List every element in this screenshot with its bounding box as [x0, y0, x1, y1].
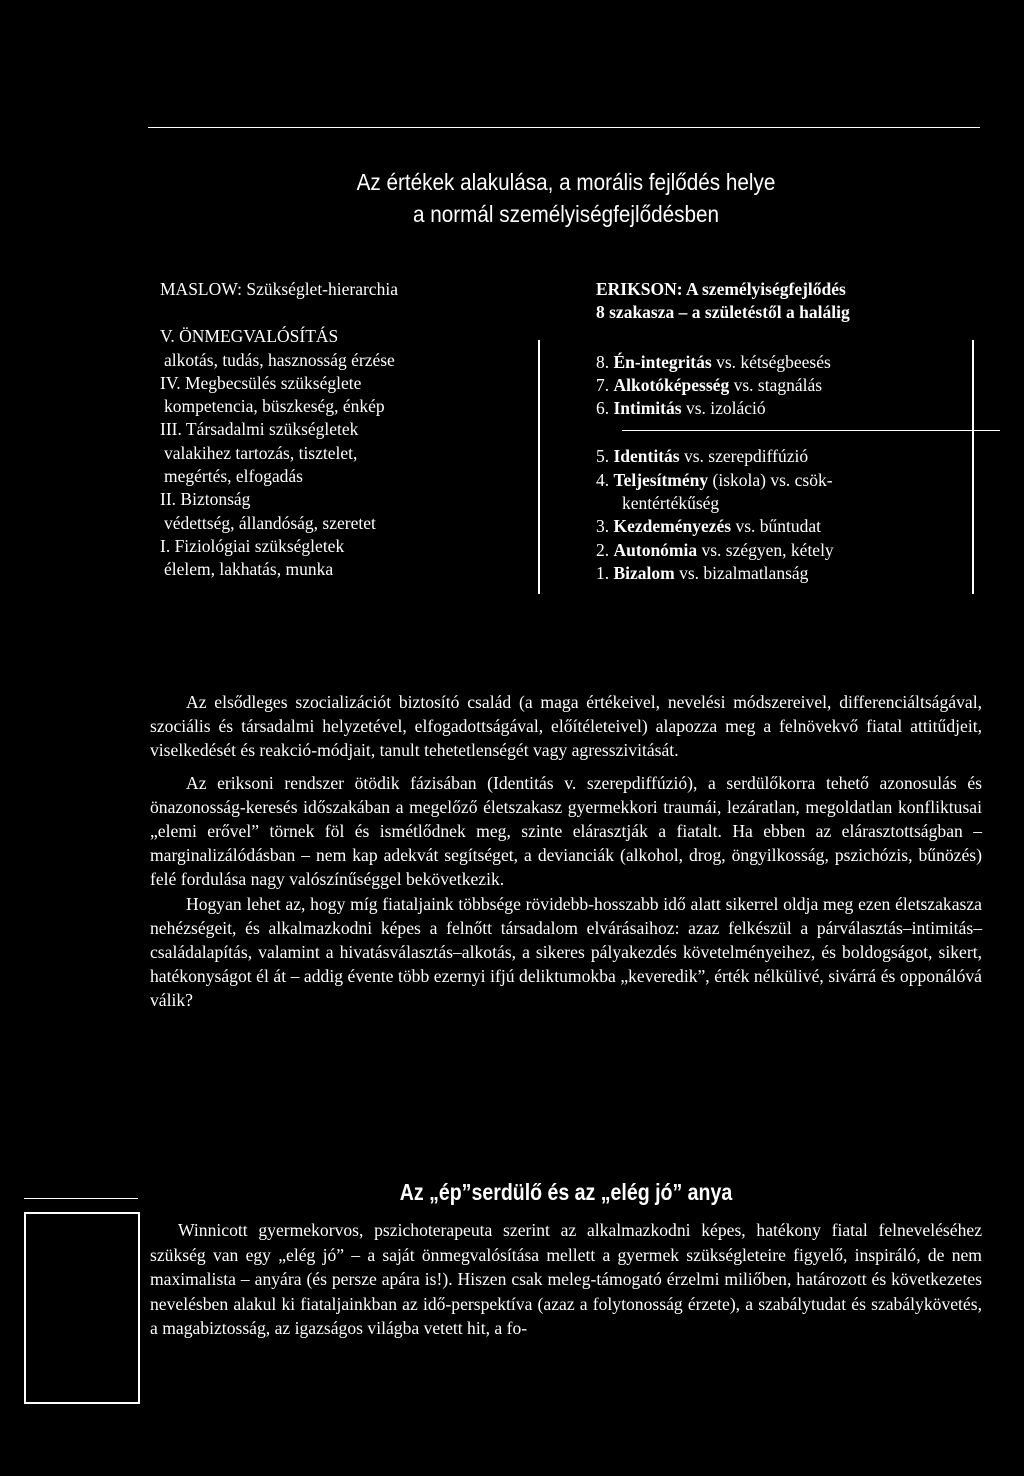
section-paragraph-1: Winnicott gyermekorvos, pszichoterapeuta szerint az alkalmazkodni képes, hatékony fiatal felneveléséhez szükség van egy „elég jó” – a saját önmegvalósítása mellett a gyermek szükségleteire figyelő, inspiráló, de nem maximalista – anyára (és persze apára is!). Hiszen csak meleg-támogató érzelmi miliőben, határozott és következetes nevelésben alakul ki fiataljainkban az idő-perspektíva (azaz a folytonosság érzete), a szabálytudat és szabálykövetés, a magabiztosság, az igazságos világba vetett hit, a fo-	[150, 1220, 982, 1339]
maslow-column	[160, 278, 398, 582]
maslow-level-2-desc: védettség, állandóság, szeretet	[164, 512, 376, 533]
erikson-stage-2: 2. Autonómia vs. szégyen, kétely	[596, 539, 834, 560]
erikson-stage-6: 6. Intimitás vs. izoláció	[596, 398, 766, 419]
side-rule	[24, 1198, 138, 1199]
maslow-level-1-desc: élelem, lakhatás, munka	[164, 559, 334, 580]
erikson-stage-8: 8. Én-integritás vs. kétségbeesés	[596, 351, 831, 372]
top-rule	[148, 127, 980, 128]
section-title: Az „ép”serdülő és az „elég jó” anya	[399, 1179, 733, 1205]
body-text	[150, 690, 982, 1013]
erikson-divider	[622, 430, 1000, 431]
erikson-heading-1: ERIKSON: A személyiségfejlődés	[596, 279, 846, 299]
body-paragraph-1: Az elsődleges szocializációt biztosító család (a maga értékeivel, nevelési módszereivel, differenciáltságával, szociális és társadalmi helyzetével, elfogadottságával, előítéleteivel) alapozza meg a felnövekvő fiatal attitűdjeit, viselkedését és reakció-módjait, tanult tehetetlenségét vagy agresszivitását.	[150, 692, 982, 761]
body-paragraph-3: Hogyan lehet az, hogy míg fiataljaink többsége rövidebb-hosszabb idő alatt sikerrel oldja meg ezen életszakasza nehézségeit, és alkalmazkodni képes a felnőtt társadalom elvárásaihoz: azaz felkészül a párválasztás–intimitás–családalapítás, valamint a hivatásválasztás–alkotás, a sikeres pályakezdés követelményeihez, és boldogságot, sikert, hatékonyságot él át – addig évente több ezernyi ifjú deliktumokba „keveredik”, érték nélkülivé, sivárrá és opponálóvá válik?	[150, 893, 982, 1011]
erikson-column	[596, 278, 1000, 585]
erikson-heading-2: 8 szakasza – a születéstől a halálig	[596, 302, 850, 323]
maslow-level-4: IV. Megbecsülés szükséglete	[160, 372, 362, 393]
title-line-1: Az értékek alakulása, a morális fejlődés helye	[356, 169, 776, 195]
title-line-2: a normál személyiségfejlődésben	[412, 201, 720, 227]
erikson-stage-5: 5. Identitás vs. szerepdiffúzió	[596, 446, 809, 467]
maslow-level-5-desc: alkotás, tudás, hasznosság érzése	[164, 349, 395, 370]
erikson-stage-4: 4. Teljesítmény (iskola) vs. csök-	[596, 469, 833, 490]
page-title	[192, 166, 941, 230]
maslow-level-3-desc-2: megértés, elfogadás	[164, 466, 303, 487]
maslow-level-3: III. Társadalmi szükségletek	[160, 419, 359, 440]
erikson-stage-4-cont: kentértékűség	[622, 493, 720, 514]
erikson-stage-7: 7. Alkotóképesség vs. stagnálás	[596, 374, 823, 395]
erikson-stage-1: 1. Bizalom vs. bizalmatlanság	[596, 562, 809, 583]
maslow-level-3-desc-1: valakihez tartozás, tisztelet,	[164, 442, 358, 463]
maslow-heading: MASLOW: Szükséglet-hierarchia	[160, 279, 398, 299]
section-text	[150, 1218, 982, 1341]
maslow-level-2: II. Biztonság	[160, 489, 251, 510]
body-paragraph-2: Az eriksoni rendszer ötödik fázisában (Identitás v. szerepdiffúzió), a serdülőkorra tehető azonosulás és önazonosság-keresés időszakában a megelőző életszakasz gyermekkori traumái, lezáratlan, megoldatlan konfliktusai „elemi erővel” törnek föl és ismétlődnek meg, szinte elárasztják a fiatalt. Ha ebben az elárasztottságban – marginalizálódásban – nem kap adekvát segítséget, a devianciák (alkohol, drog, öngyilkosság, pszichózis, bűnözés) felé fordulása nagy valószínűséggel bekövetkezik.	[150, 772, 982, 890]
maslow-level-5: V. ÖNMEGVALÓSÍTÁS	[160, 326, 339, 347]
side-box	[24, 1212, 140, 1404]
erikson-stage-3: 3. Kezdeményezés vs. bűntudat	[596, 516, 822, 537]
maslow-level-4-desc: kompetencia, büszkeség, énkép	[164, 396, 385, 417]
maslow-level-1: I. Fiziológiai szükségletek	[160, 535, 345, 556]
maslow-vertical-bar	[538, 340, 540, 594]
